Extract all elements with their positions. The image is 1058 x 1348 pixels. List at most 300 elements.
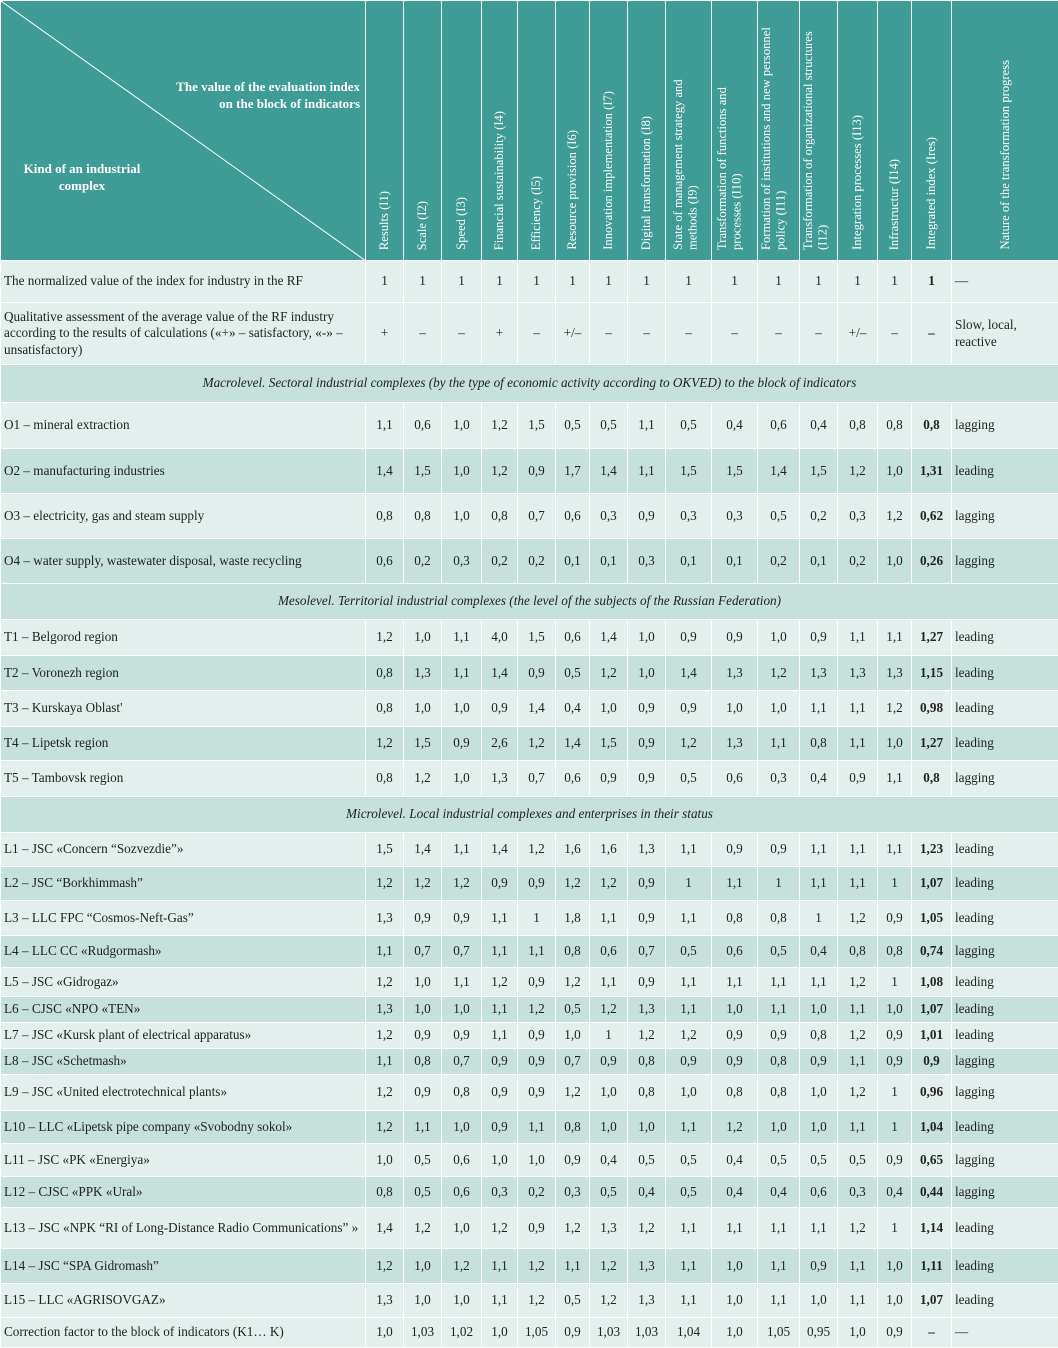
- row-label: L2 – JSC “Borkhimmash”: [1, 867, 366, 901]
- value-cell: 1,05: [758, 1318, 800, 1348]
- value-cell: 1,1: [590, 968, 628, 997]
- value-cell: 1,2: [482, 1208, 518, 1249]
- value-cell: 1,2: [556, 1075, 590, 1111]
- value-cell: 1,6: [590, 833, 628, 867]
- row-label: Correction factor to the block of indicators (K1… K): [1, 1318, 366, 1348]
- value-cell: 1,1: [838, 1049, 878, 1075]
- value-cell: 1,2: [518, 1284, 556, 1318]
- value-cell: 1,2: [838, 901, 878, 936]
- value-cell: 1,1: [666, 1208, 712, 1249]
- value-cell: 0,5: [404, 1144, 442, 1177]
- value-cell: 1: [838, 261, 878, 303]
- value-cell: 0,3: [838, 1177, 878, 1208]
- value-cell: 0,3: [442, 539, 482, 584]
- value-cell: 1,1: [482, 1249, 518, 1284]
- value-cell: 1,1: [482, 936, 518, 968]
- value-cell: 1,1: [666, 1111, 712, 1144]
- integrated-index-cell: 1: [912, 261, 952, 303]
- nature-cell: Slow, local, reactive: [952, 303, 1058, 365]
- integrated-index-cell: –: [912, 1318, 952, 1348]
- row-label: L12 – CJSC «PPK «Ural»: [1, 1177, 366, 1208]
- integrated-index-cell: 0,96: [912, 1075, 952, 1111]
- value-cell: 1,2: [758, 656, 800, 691]
- value-cell: 0,9: [878, 1144, 912, 1177]
- value-cell: 1: [878, 968, 912, 997]
- value-cell: 1,0: [878, 1249, 912, 1284]
- table-row: [1, 1208, 1058, 1249]
- value-cell: 0,5: [556, 1284, 590, 1318]
- value-cell: 1,5: [366, 833, 404, 867]
- table-row: [1, 1177, 1058, 1208]
- table-row: [1, 1049, 1058, 1075]
- value-cell: 0,9: [590, 761, 628, 797]
- value-cell: 1,1: [712, 1208, 758, 1249]
- value-cell: 1,1: [666, 968, 712, 997]
- value-cell: 4,0: [482, 620, 518, 656]
- value-cell: 1,2: [482, 449, 518, 494]
- value-cell: 1: [590, 1023, 628, 1049]
- integrated-index-cell: 1,07: [912, 997, 952, 1023]
- row-label: T4 – Lipetsk region: [1, 727, 366, 761]
- integrated-index-cell: 1,07: [912, 1284, 952, 1318]
- value-cell: 1,0: [404, 1284, 442, 1318]
- value-cell: 1,0: [878, 727, 912, 761]
- value-cell: 0,8: [628, 1049, 666, 1075]
- value-cell: 0,5: [556, 656, 590, 691]
- value-cell: 1,0: [404, 968, 442, 997]
- value-cell: 1,1: [838, 867, 878, 901]
- value-cell: 0,9: [878, 901, 912, 936]
- value-cell: 1: [518, 901, 556, 936]
- value-cell: 0,9: [712, 620, 758, 656]
- value-cell: 1,1: [366, 403, 404, 449]
- table-row: [1, 494, 1058, 539]
- value-cell: 1,0: [442, 1284, 482, 1318]
- nature-cell: lagging: [952, 1144, 1058, 1177]
- integrated-index-cell: 1,15: [912, 656, 952, 691]
- value-cell: 1,0: [878, 1284, 912, 1318]
- value-cell: 1: [878, 1075, 912, 1111]
- value-cell: 1,1: [838, 997, 878, 1023]
- value-cell: 1: [556, 261, 590, 303]
- value-cell: –: [628, 303, 666, 365]
- value-cell: –: [878, 303, 912, 365]
- value-cell: 1,0: [838, 1318, 878, 1348]
- value-cell: 0,7: [518, 761, 556, 797]
- value-cell: 0,9: [628, 867, 666, 901]
- value-cell: 1,2: [482, 403, 518, 449]
- value-cell: 1,2: [366, 867, 404, 901]
- column-header: Results (I1): [366, 1, 404, 261]
- row-label: Qualitative assessment of the average value of the RF industry according to the results of calculations («+» – satisfactory, «-» – unsatisfactory): [1, 303, 366, 365]
- row-label: L14 – JSC “SPA Gidromash”: [1, 1249, 366, 1284]
- value-cell: 0,7: [628, 936, 666, 968]
- nature-cell: lagging: [952, 494, 1058, 539]
- value-cell: 0,9: [666, 1049, 712, 1075]
- table-row: [1, 833, 1058, 867]
- value-cell: 1,1: [442, 968, 482, 997]
- value-cell: 1,4: [590, 449, 628, 494]
- value-cell: 1,2: [482, 968, 518, 997]
- value-cell: 0,1: [712, 539, 758, 584]
- value-cell: 0,9: [758, 833, 800, 867]
- value-cell: 1: [666, 867, 712, 901]
- value-cell: 0,9: [518, 1023, 556, 1049]
- value-cell: 0,5: [666, 403, 712, 449]
- value-cell: 1: [878, 261, 912, 303]
- value-cell: 0,9: [800, 620, 838, 656]
- value-cell: 0,5: [666, 936, 712, 968]
- value-cell: 1,2: [366, 968, 404, 997]
- value-cell: 0,3: [556, 1177, 590, 1208]
- value-cell: 1,1: [628, 403, 666, 449]
- value-cell: 0,4: [712, 1144, 758, 1177]
- value-cell: 0,9: [758, 1023, 800, 1049]
- value-cell: 0,7: [556, 1049, 590, 1075]
- value-cell: 0,5: [758, 936, 800, 968]
- corner-bottom-label: Kind of an industrial complex: [7, 161, 157, 195]
- value-cell: 1,0: [712, 1249, 758, 1284]
- value-cell: 0,9: [556, 1318, 590, 1348]
- value-cell: 0,3: [482, 1177, 518, 1208]
- value-cell: 1,1: [878, 761, 912, 797]
- value-cell: –: [518, 303, 556, 365]
- value-cell: 1,2: [590, 867, 628, 901]
- value-cell: 0,9: [442, 1023, 482, 1049]
- value-cell: 1: [878, 867, 912, 901]
- value-cell: 1,2: [404, 867, 442, 901]
- value-cell: 0,6: [366, 539, 404, 584]
- value-cell: 0,5: [666, 761, 712, 797]
- value-cell: 1,03: [404, 1318, 442, 1348]
- value-cell: 0,8: [366, 761, 404, 797]
- value-cell: 1,1: [758, 727, 800, 761]
- nature-cell: lagging: [952, 1049, 1058, 1075]
- value-cell: 0,9: [482, 691, 518, 727]
- value-cell: 1,2: [442, 867, 482, 901]
- value-cell: 0,2: [758, 539, 800, 584]
- column-header: State of management strategy and methods (I9): [666, 1, 712, 261]
- nature-cell: lagging: [952, 936, 1058, 968]
- integrated-index-cell: 1,01: [912, 1023, 952, 1049]
- value-cell: 1,0: [628, 1111, 666, 1144]
- value-cell: 1,2: [838, 1208, 878, 1249]
- value-cell: +/–: [556, 303, 590, 365]
- value-cell: 1,4: [666, 656, 712, 691]
- value-cell: 0,8: [628, 1075, 666, 1111]
- value-cell: –: [712, 303, 758, 365]
- value-cell: 1,2: [518, 997, 556, 1023]
- value-cell: 1,2: [366, 620, 404, 656]
- column-header: Nature of the transformation progress: [952, 1, 1058, 261]
- value-cell: 0,8: [878, 403, 912, 449]
- value-cell: 1,2: [404, 761, 442, 797]
- value-cell: 1,1: [518, 936, 556, 968]
- nature-cell: leading: [952, 901, 1058, 936]
- value-cell: 1,5: [404, 449, 442, 494]
- nature-cell: leading: [952, 833, 1058, 867]
- integrated-index-cell: 1,14: [912, 1208, 952, 1249]
- value-cell: 0,8: [758, 1075, 800, 1111]
- row-label: O4 – water supply, wastewater disposal, waste recycling: [1, 539, 366, 584]
- value-cell: 1,2: [838, 1075, 878, 1111]
- integrated-index-cell: 1,27: [912, 620, 952, 656]
- value-cell: 1,1: [838, 620, 878, 656]
- value-cell: 1,3: [482, 761, 518, 797]
- value-cell: 1,1: [590, 901, 628, 936]
- row-label: T3 – Kurskaya Oblast': [1, 691, 366, 727]
- table-row: [1, 1111, 1058, 1144]
- nature-cell: lagging: [952, 1177, 1058, 1208]
- value-cell: 1,04: [666, 1318, 712, 1348]
- value-cell: 1,4: [590, 620, 628, 656]
- value-cell: 0,9: [404, 901, 442, 936]
- row-label: T2 – Voronezh region: [1, 656, 366, 691]
- value-cell: 1,1: [712, 968, 758, 997]
- value-cell: +/–: [838, 303, 878, 365]
- value-cell: 0,8: [366, 656, 404, 691]
- value-cell: 0,8: [442, 1075, 482, 1111]
- value-cell: 0,8: [404, 1049, 442, 1075]
- nature-cell: leading: [952, 1284, 1058, 1318]
- value-cell: 1,1: [838, 833, 878, 867]
- value-cell: 1,0: [442, 761, 482, 797]
- value-cell: 1,2: [556, 1208, 590, 1249]
- value-cell: 1,0: [404, 691, 442, 727]
- value-cell: 1,4: [366, 449, 404, 494]
- value-cell: 1,0: [712, 1318, 758, 1348]
- value-cell: 1,0: [878, 997, 912, 1023]
- value-cell: 0,2: [518, 1177, 556, 1208]
- value-cell: 0,4: [590, 1144, 628, 1177]
- value-cell: 0,9: [518, 1075, 556, 1111]
- value-cell: 1,5: [518, 620, 556, 656]
- row-label: L9 – JSC «United electrotechnical plants»: [1, 1075, 366, 1111]
- row-label: O1 – mineral extraction: [1, 403, 366, 449]
- value-cell: 1,3: [628, 1284, 666, 1318]
- integrated-index-cell: 0,65: [912, 1144, 952, 1177]
- table-row: [1, 1249, 1058, 1284]
- column-header: Speed (I3): [442, 1, 482, 261]
- value-cell: 1,2: [404, 1208, 442, 1249]
- table-row: [1, 997, 1058, 1023]
- integrated-index-cell: 1,31: [912, 449, 952, 494]
- value-cell: 0,2: [518, 539, 556, 584]
- value-cell: 0,9: [556, 1144, 590, 1177]
- value-cell: 1,0: [442, 449, 482, 494]
- value-cell: 1,0: [404, 620, 442, 656]
- value-cell: 0,1: [800, 539, 838, 584]
- value-cell: 0,5: [590, 1177, 628, 1208]
- value-cell: 0,8: [758, 1049, 800, 1075]
- value-cell: 1,2: [366, 727, 404, 761]
- value-cell: 0,5: [556, 403, 590, 449]
- value-cell: 1,0: [712, 691, 758, 727]
- value-cell: 0,7: [518, 494, 556, 539]
- value-cell: 1,3: [712, 656, 758, 691]
- integrated-index-cell: 0,8: [912, 403, 952, 449]
- value-cell: 0,9: [404, 1075, 442, 1111]
- value-cell: 0,9: [800, 1049, 838, 1075]
- value-cell: 0,3: [590, 494, 628, 539]
- value-cell: 1,3: [628, 1249, 666, 1284]
- value-cell: 0,8: [712, 1075, 758, 1111]
- corner-top-label: The value of the evaluation index on the block of indicators: [170, 79, 360, 113]
- value-cell: 0,8: [838, 403, 878, 449]
- value-cell: 1,3: [838, 656, 878, 691]
- value-cell: 0,9: [712, 833, 758, 867]
- value-cell: 1,2: [878, 494, 912, 539]
- value-cell: 1,0: [482, 1318, 518, 1348]
- row-label: L13 – JSC «NPK “RI of Long-Distance Radio Communications” »: [1, 1208, 366, 1249]
- value-cell: 1,7: [556, 449, 590, 494]
- row-label: L10 – LLC «Lipetsk pipe company «Svobodny sokol»: [1, 1111, 366, 1144]
- table-row: [1, 403, 1058, 449]
- value-cell: 1,0: [878, 539, 912, 584]
- value-cell: 1,1: [800, 691, 838, 727]
- value-cell: 1,4: [366, 1208, 404, 1249]
- nature-cell: leading: [952, 691, 1058, 727]
- row-label: L11 – JSC «PK «Energiya»: [1, 1144, 366, 1177]
- value-cell: 1,0: [800, 1111, 838, 1144]
- value-cell: 0,7: [442, 1049, 482, 1075]
- table-row: [1, 936, 1058, 968]
- nature-cell: lagging: [952, 539, 1058, 584]
- value-cell: 0,6: [712, 936, 758, 968]
- value-cell: 1,03: [590, 1318, 628, 1348]
- value-cell: –: [404, 303, 442, 365]
- value-cell: 1,2: [518, 833, 556, 867]
- value-cell: 0,8: [366, 691, 404, 727]
- section-title: Microlevel. Local industrial complexes and enterprises in their status: [1, 797, 1058, 833]
- value-cell: 1,1: [518, 1111, 556, 1144]
- value-cell: 0,3: [758, 761, 800, 797]
- value-cell: 0,9: [628, 901, 666, 936]
- value-cell: 1,2: [366, 1111, 404, 1144]
- table-row: [1, 727, 1058, 761]
- value-cell: 1,1: [482, 1284, 518, 1318]
- value-cell: 1,2: [666, 1023, 712, 1049]
- nature-cell: leading: [952, 1023, 1058, 1049]
- row-label: L4 – LLC CC «Rudgormash»: [1, 936, 366, 968]
- diagonal-divider: [1, 1, 366, 261]
- value-cell: 1,3: [628, 833, 666, 867]
- value-cell: 1: [404, 261, 442, 303]
- table-row: [1, 1318, 1058, 1348]
- value-cell: 0,5: [628, 1144, 666, 1177]
- value-cell: 1,0: [366, 1318, 404, 1348]
- value-cell: 1,1: [878, 833, 912, 867]
- value-cell: 1,8: [556, 901, 590, 936]
- value-cell: 0,9: [878, 1023, 912, 1049]
- value-cell: 1,1: [838, 1284, 878, 1318]
- section-title: Mesolevel. Territorial industrial complexes (the level of the subjects of the Russian Federation): [1, 584, 1058, 620]
- value-cell: 0,5: [666, 1144, 712, 1177]
- value-cell: 1,1: [666, 833, 712, 867]
- value-cell: 0,9: [518, 449, 556, 494]
- value-cell: 1,0: [442, 494, 482, 539]
- value-cell: 1,1: [758, 997, 800, 1023]
- value-cell: 1,0: [442, 1208, 482, 1249]
- value-cell: 1,2: [590, 997, 628, 1023]
- value-cell: 1,0: [442, 691, 482, 727]
- value-cell: 1,1: [800, 1208, 838, 1249]
- integrated-index-cell: 1,23: [912, 833, 952, 867]
- value-cell: 1,0: [758, 691, 800, 727]
- value-cell: 1,1: [838, 691, 878, 727]
- value-cell: 1,2: [838, 449, 878, 494]
- value-cell: 0,6: [758, 403, 800, 449]
- value-cell: 1,4: [556, 727, 590, 761]
- column-header: Infrastructur (I14): [878, 1, 912, 261]
- integrated-index-cell: 1,08: [912, 968, 952, 997]
- value-cell: 1,4: [758, 449, 800, 494]
- value-cell: 0,5: [800, 1144, 838, 1177]
- table-row: [1, 901, 1058, 936]
- value-cell: 0,2: [404, 539, 442, 584]
- value-cell: 1,1: [666, 901, 712, 936]
- value-cell: 1,2: [590, 1284, 628, 1318]
- value-cell: 1,2: [712, 1111, 758, 1144]
- row-label: O3 – electricity, gas and steam supply: [1, 494, 366, 539]
- value-cell: 1,3: [800, 656, 838, 691]
- value-cell: 1,0: [758, 620, 800, 656]
- value-cell: 1: [590, 261, 628, 303]
- nature-cell: leading: [952, 1249, 1058, 1284]
- nature-cell: leading: [952, 620, 1058, 656]
- value-cell: 0,3: [666, 494, 712, 539]
- column-header: Transformation of functions and processes (I10): [712, 1, 758, 261]
- row-label: L8 – JSC «Schetmash»: [1, 1049, 366, 1075]
- value-cell: 0,6: [712, 761, 758, 797]
- table-row: [1, 691, 1058, 727]
- value-cell: 1,3: [366, 997, 404, 1023]
- value-cell: 1,5: [590, 727, 628, 761]
- value-cell: 1,3: [628, 997, 666, 1023]
- value-cell: 1: [366, 261, 404, 303]
- integrated-index-cell: 0,26: [912, 539, 952, 584]
- value-cell: 0,9: [442, 901, 482, 936]
- integrated-index-cell: 1,11: [912, 1249, 952, 1284]
- value-cell: 1: [482, 261, 518, 303]
- row-label: The normalized value of the index for industry in the RF: [1, 261, 366, 303]
- value-cell: 0,9: [442, 727, 482, 761]
- value-cell: –: [590, 303, 628, 365]
- value-cell: 1,1: [442, 833, 482, 867]
- value-cell: 1: [518, 261, 556, 303]
- value-cell: 1,2: [838, 1023, 878, 1049]
- value-cell: 1,0: [590, 1111, 628, 1144]
- column-header: Financial sustainability (I4): [482, 1, 518, 261]
- value-cell: 1,0: [878, 449, 912, 494]
- value-cell: 1,2: [628, 1208, 666, 1249]
- integrated-index-cell: 0,9: [912, 1049, 952, 1075]
- value-cell: 0,1: [666, 539, 712, 584]
- value-cell: +: [482, 303, 518, 365]
- table-row: [1, 968, 1058, 997]
- value-cell: 1: [758, 261, 800, 303]
- value-cell: 0,4: [800, 761, 838, 797]
- header-row: [1, 1, 1058, 261]
- value-cell: 1,1: [838, 727, 878, 761]
- value-cell: 0,1: [590, 539, 628, 584]
- value-cell: 0,9: [482, 867, 518, 901]
- value-cell: 1,03: [628, 1318, 666, 1348]
- table-row: [1, 1023, 1058, 1049]
- value-cell: 1,1: [758, 1249, 800, 1284]
- value-cell: 0,9: [482, 1111, 518, 1144]
- value-cell: 0,6: [442, 1144, 482, 1177]
